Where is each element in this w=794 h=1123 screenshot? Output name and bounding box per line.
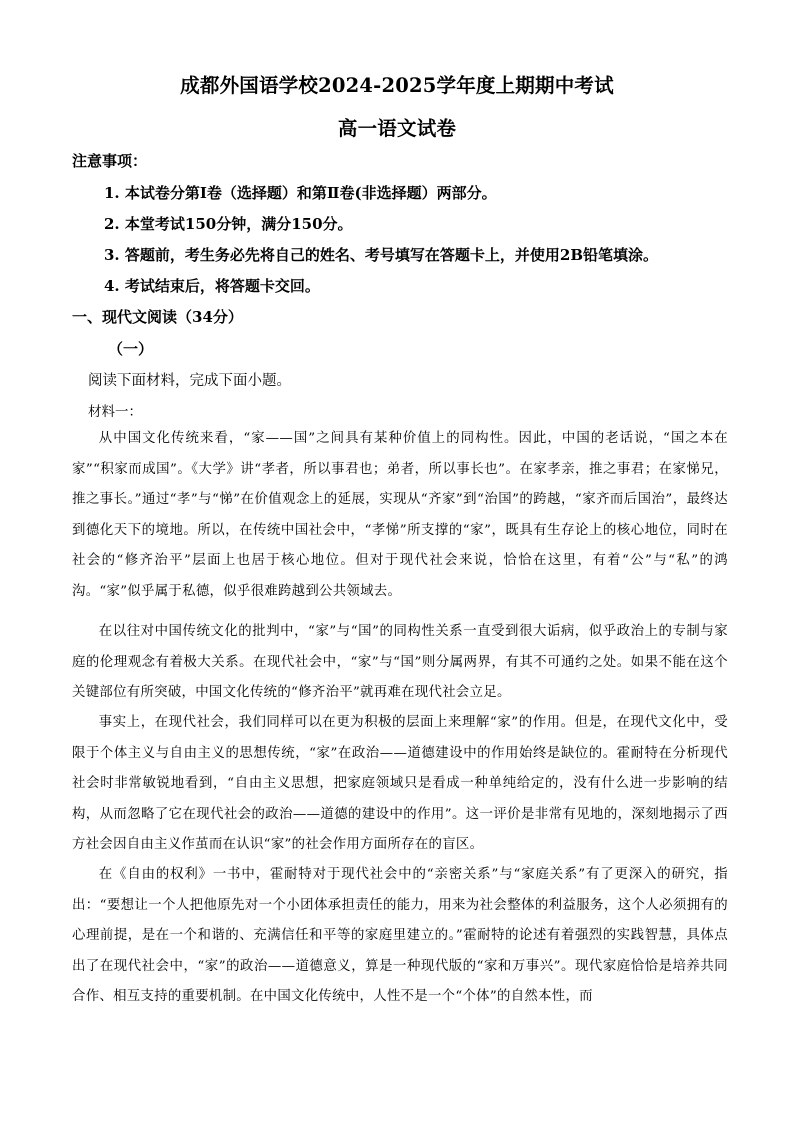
reading-instruction: 阅读下面材料，完成下面小题。	[88, 373, 291, 389]
passage-paragraph-4	[72, 860, 728, 1013]
section-heading: 一、现代文阅读（34分）	[72, 308, 243, 326]
notice-item-2: 2. 本堂考试150分钟，满分150分。	[104, 215, 353, 233]
passage-paragraph-3	[72, 708, 728, 861]
exam-title: 成都外国语学校2024-2025学年度上期期中考试	[180, 74, 614, 97]
paragraph-text: 事实上，在现代社会，我们同样可以在更为积极的层面上来理解“家”的作用。但是，在现代文化中，受限于个体主义与自由主义的思想传统，“家”在政治——道德建设中的作用始终是缺位的。霍耐特在分析现代社会时非常敏锐地看到，“自由主义思想，把家庭领域只是看成一种单纯给定的，没有什么进一步影响的结构，从而忽略了它在现代社会的政治——道德的建设中的作用”。这一评价是非常有见地的，深刻地揭示了西方社会因自由主义作茧而在认识“家”的社会作用方面所存在的盲区。	[72, 715, 728, 852]
passage-paragraph-1	[72, 424, 728, 607]
material-label: 材料一：	[88, 404, 142, 420]
notice-heading: 注意事项：	[72, 152, 148, 170]
paragraph-text: 在以往对中国传统文化的批判中，“家”与“国”的同构性关系一直受到很大诟病，似乎政治上的专制与家庭的伦理观念有着极大关系。在现代社会中，“家”与“国”则分属两界，有其不可通约之处。如果不能在这个关键部位有所突破，中国文化传统的“修齐治平”就再难在现代社会立足。	[72, 624, 728, 700]
notice-item-1: 1. 本试卷分第Ⅰ卷（选择题）和第Ⅱ卷(非选择题）两部分。	[104, 184, 497, 202]
passage-paragraph-2	[72, 617, 728, 709]
paragraph-text: 从中国文化传统来看，“家——国”之间具有某种价值上的同构性。因此，中国的老话说，“国之本在家”“积家而成国”。《大学》讲“孝者，所以事君也；弟者，所以事长也”。在家孝亲，推之事君；在家悌兄，推之事长。”通过“孝”与“悌”在价值观念上的延展，实现从“齐家”到“治国”的跨越，“家齐而后国治”，最终达到德化天下的境地。所以，在传统中国社会中，“孝悌”所支撑的“家”，既具有生存论上的核心地位，同时在社会的“修齐治平”层面上也居于核心地位。但对于现代社会来说，恰恰在这里，有着“公”与“私”的鸿沟。“家”似乎属于私德，似乎很难跨越到公共领域去。	[72, 431, 728, 599]
notice-item-4: 4. 考试结束后，将答题卡交回。	[104, 277, 320, 295]
paragraph-text: 在《自由的权利》一书中，霍耐特对于现代社会中的“亲密关系”与“家庭关系”有了更深入的研究，指出：“要想让一个人把他原先对一个小团体承担责任的能力，用来为社会整体的利益服务，这个人必须拥有的心理前提，是在一个和谐的、充满信任和平等的家庭里建立的。”霍耐特的论述有着强烈的实践智慧，具体点出了在现代社会中，“家”的政治——道德意义，算是一种现代版的“家和万事兴”。现代家庭恰恰是培养共同合作、相互支持的重要机制。在中国文化传统中，人性不是一个“个体”的自然本性，而	[72, 867, 728, 1004]
exam-subtitle: 高一语文试卷	[337, 117, 457, 140]
notice-item-3: 3. 答题前，考生务必先将自己的姓名、考号填写在答题卡上，并使用2B铅笔填涂。	[104, 246, 659, 264]
subsection-label: （一）	[108, 340, 154, 358]
